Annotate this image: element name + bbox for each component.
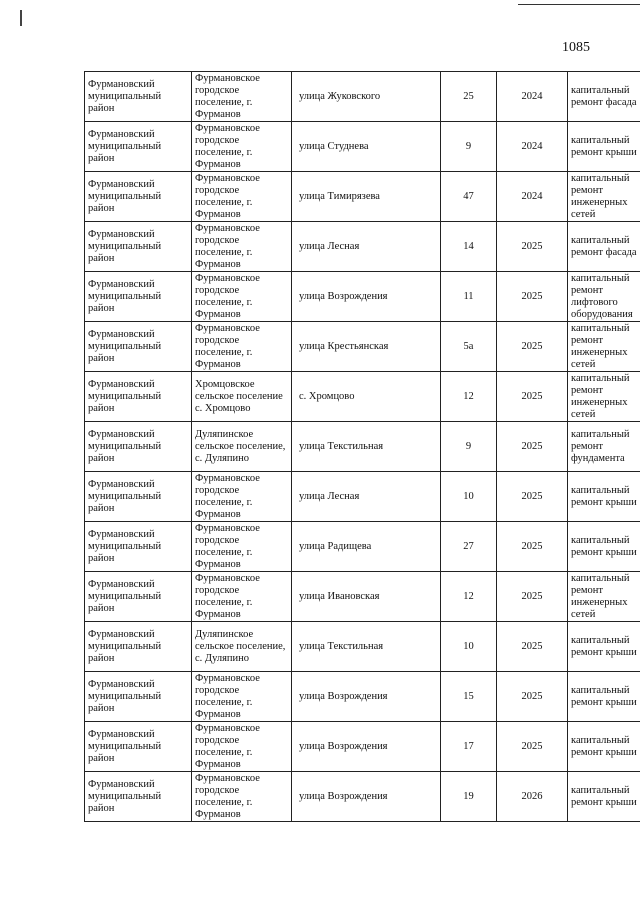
- table-row: [85, 222, 640, 272]
- settlement-cell-text: Хромцовское сельское поселение с. Хромцово: [195, 378, 283, 414]
- table-row: [85, 522, 640, 572]
- house-number-cell-text: 9: [465, 440, 472, 452]
- settlement-cell-text: Фурмановское городское поселение, г. Фурманов: [195, 222, 260, 270]
- street-cell-text: улица Лесная: [299, 240, 360, 252]
- house-number-cell-text: 12: [463, 590, 474, 602]
- work-type-cell-text: капитальный ремонт фасада: [571, 234, 637, 258]
- settlement-cell: [192, 522, 292, 572]
- year-cell-text: 2025: [521, 540, 543, 552]
- street-cell-text: улица Ивановская: [299, 590, 380, 602]
- street-cell: [292, 172, 441, 222]
- settlement-cell-text: Дуляпинское сельское поселение, с. Дуляпино: [195, 428, 286, 464]
- street-cell: [292, 522, 441, 572]
- street-cell-text: улица Текстильная: [299, 440, 384, 452]
- house-number-cell: [441, 322, 497, 372]
- year-cell: [497, 672, 568, 722]
- street-cell: [292, 722, 441, 772]
- street-cell: [292, 622, 441, 672]
- district-cell: [85, 72, 192, 122]
- work-type-cell: [568, 572, 640, 622]
- year-cell: [497, 322, 568, 372]
- page-number: 1085: [562, 40, 590, 55]
- district-cell-text: Фурмановский муниципальный район: [88, 528, 162, 564]
- settlement-cell-text: Фурмановское городское поселение, г. Фурманов: [195, 172, 260, 220]
- district-cell-text: Фурмановский муниципальный район: [88, 378, 162, 414]
- house-number-cell-text: 10: [463, 640, 474, 652]
- settlement-cell-text: Фурмановское городское поселение, г. Фурманов: [195, 472, 260, 520]
- year-cell: [497, 422, 568, 472]
- street-cell: [292, 672, 441, 722]
- work-type-cell: [568, 622, 640, 672]
- table-row: [85, 622, 640, 672]
- table-row: [85, 772, 640, 822]
- street-cell-text: улица Студнева: [299, 140, 369, 152]
- table-body: [85, 72, 640, 822]
- year-cell-text: 2024: [521, 140, 543, 152]
- house-number-cell-text: 15: [463, 690, 474, 702]
- district-cell: [85, 622, 192, 672]
- year-cell-text: 2026: [521, 790, 543, 802]
- house-number-cell: [441, 122, 497, 172]
- district-cell-text: Фурмановский муниципальный район: [88, 428, 162, 464]
- table-row: [85, 272, 640, 322]
- year-cell: [497, 472, 568, 522]
- settlement-cell: [192, 122, 292, 172]
- settlement-cell: [192, 322, 292, 372]
- work-type-cell: [568, 322, 640, 372]
- work-type-cell-text: капитальный ремонт крыши: [571, 734, 637, 758]
- work-type-cell: [568, 122, 640, 172]
- work-type-cell-text: капитальный ремонт инженерных сетей: [571, 322, 630, 370]
- district-cell: [85, 172, 192, 222]
- year-cell-text: 2025: [521, 690, 543, 702]
- street-cell-text: улица Возрождения: [299, 790, 388, 802]
- street-cell-text: улица Крестьянская: [299, 340, 389, 352]
- work-type-cell-text: капитальный ремонт крыши: [571, 684, 637, 708]
- street-cell-text: улица Текстильная: [299, 640, 384, 652]
- settlement-cell-text: Фурмановское городское поселение, г. Фурманов: [195, 672, 260, 720]
- work-type-cell-text: капитальный ремонт крыши: [571, 634, 637, 658]
- street-cell-text: улица Лесная: [299, 490, 360, 502]
- table-row: [85, 72, 640, 122]
- year-cell-text: 2024: [521, 190, 543, 202]
- settlement-cell: [192, 372, 292, 422]
- table-row: [85, 322, 640, 372]
- house-number-cell: [441, 272, 497, 322]
- district-cell-text: Фурмановский муниципальный район: [88, 728, 162, 764]
- district-cell: [85, 322, 192, 372]
- settlement-cell: [192, 422, 292, 472]
- district-cell: [85, 722, 192, 772]
- work-type-cell-text: капитальный ремонт инженерных сетей: [571, 172, 630, 220]
- house-number-cell: [441, 172, 497, 222]
- house-number-cell: [441, 522, 497, 572]
- repair-schedule-table: [84, 71, 640, 822]
- settlement-cell: [192, 472, 292, 522]
- house-number-cell: [441, 672, 497, 722]
- district-cell-text: Фурмановский муниципальный район: [88, 128, 162, 164]
- work-type-cell: [568, 772, 640, 822]
- house-number-cell: [441, 72, 497, 122]
- year-cell: [497, 772, 568, 822]
- year-cell-text: 2025: [521, 590, 543, 602]
- street-cell-text: улица Возрождения: [299, 690, 388, 702]
- street-cell: [292, 122, 441, 172]
- settlement-cell: [192, 672, 292, 722]
- street-cell-text: улица Возрождения: [299, 740, 388, 752]
- settlement-cell-text: Фурмановское городское поселение, г. Фурманов: [195, 722, 260, 770]
- house-number-cell-text: 17: [463, 740, 474, 752]
- table-row: [85, 572, 640, 622]
- settlement-cell: [192, 572, 292, 622]
- district-cell-text: Фурмановский муниципальный район: [88, 778, 162, 814]
- district-cell: [85, 272, 192, 322]
- settlement-cell: [192, 222, 292, 272]
- year-cell: [497, 222, 568, 272]
- settlement-cell-text: Фурмановское городское поселение, г. Фурманов: [195, 522, 260, 570]
- year-cell: [497, 372, 568, 422]
- table-row: [85, 672, 640, 722]
- work-type-cell-text: капитальный ремонт крыши: [571, 784, 637, 808]
- work-type-cell: [568, 672, 640, 722]
- year-cell-text: 2025: [521, 290, 543, 302]
- work-type-cell: [568, 722, 640, 772]
- street-cell-text: улица Тимирязева: [299, 190, 380, 202]
- work-type-cell-text: капитальный ремонт крыши: [571, 484, 637, 508]
- street-cell: [292, 772, 441, 822]
- district-cell: [85, 772, 192, 822]
- year-cell-text: 2025: [521, 640, 543, 652]
- settlement-cell: [192, 622, 292, 672]
- year-cell-text: 2025: [521, 740, 543, 752]
- house-number-cell-text: 5а: [463, 340, 474, 352]
- table-row: [85, 472, 640, 522]
- work-type-cell-text: капитальный ремонт фундамента: [571, 428, 630, 464]
- house-number-cell-text: 11: [463, 290, 474, 302]
- street-cell: [292, 72, 441, 122]
- house-number-cell-text: 47: [463, 190, 474, 202]
- house-number-cell-text: 10: [463, 490, 474, 502]
- year-cell-text: 2025: [521, 440, 543, 452]
- settlement-cell-text: Фурмановское городское поселение, г. Фурманов: [195, 272, 260, 320]
- settlement-cell-text: Фурмановское городское поселение, г. Фурманов: [195, 772, 260, 820]
- work-type-cell-text: капитальный ремонт инженерных сетей: [571, 572, 630, 620]
- year-cell: [497, 522, 568, 572]
- house-number-cell: [441, 222, 497, 272]
- street-cell: [292, 322, 441, 372]
- work-type-cell-text: капитальный ремонт лифтового оборудования: [571, 272, 633, 320]
- house-number-cell-text: 19: [463, 790, 474, 802]
- street-cell: [292, 222, 441, 272]
- house-number-cell: [441, 622, 497, 672]
- district-cell-text: Фурмановский муниципальный район: [88, 478, 162, 514]
- house-number-cell-text: 27: [463, 540, 474, 552]
- district-cell-text: Фурмановский муниципальный район: [88, 278, 162, 314]
- district-cell: [85, 372, 192, 422]
- settlement-cell-text: Фурмановское городское поселение, г. Фурманов: [195, 72, 260, 120]
- street-cell: [292, 422, 441, 472]
- year-cell: [497, 572, 568, 622]
- district-cell: [85, 572, 192, 622]
- district-cell-text: Фурмановский муниципальный район: [88, 578, 162, 614]
- table-row: [85, 122, 640, 172]
- settlement-cell-text: Фурмановское городское поселение, г. Фурманов: [195, 122, 260, 170]
- street-cell-text: улица Жуковского: [299, 90, 381, 102]
- work-type-cell: [568, 272, 640, 322]
- street-cell: [292, 372, 441, 422]
- year-cell-text: 2024: [521, 90, 543, 102]
- settlement-cell-text: Дуляпинское сельское поселение, с. Дуляпино: [195, 628, 286, 664]
- district-cell-text: Фурмановский муниципальный район: [88, 628, 162, 664]
- table-row: [85, 372, 640, 422]
- street-cell-text: с. Хромцово: [299, 390, 355, 402]
- district-cell: [85, 222, 192, 272]
- settlement-cell: [192, 722, 292, 772]
- house-number-cell: [441, 572, 497, 622]
- street-cell-text: улица Возрождения: [299, 290, 388, 302]
- district-cell-text: Фурмановский муниципальный район: [88, 178, 162, 214]
- table-row: [85, 422, 640, 472]
- settlement-cell-text: Фурмановское городское поселение, г. Фурманов: [195, 322, 260, 370]
- street-cell-text: улица Радищева: [299, 540, 372, 552]
- district-cell: [85, 472, 192, 522]
- year-cell: [497, 272, 568, 322]
- year-cell: [497, 72, 568, 122]
- house-number-cell-text: 25: [463, 90, 474, 102]
- year-cell: [497, 172, 568, 222]
- work-type-cell: [568, 522, 640, 572]
- district-cell-text: Фурмановский муниципальный район: [88, 78, 162, 114]
- house-number-cell: [441, 722, 497, 772]
- scan-margin-mark: [20, 10, 22, 26]
- settlement-cell: [192, 72, 292, 122]
- work-type-cell: [568, 472, 640, 522]
- work-type-cell: [568, 72, 640, 122]
- year-cell-text: 2025: [521, 340, 543, 352]
- district-cell: [85, 122, 192, 172]
- year-cell: [497, 722, 568, 772]
- settlement-cell-text: Фурмановское городское поселение, г. Фурманов: [195, 572, 260, 620]
- house-number-cell: [441, 772, 497, 822]
- district-cell-text: Фурмановский муниципальный район: [88, 678, 162, 714]
- work-type-cell-text: капитальный ремонт крыши: [571, 534, 637, 558]
- table-row: [85, 172, 640, 222]
- year-cell: [497, 122, 568, 172]
- year-cell-text: 2025: [521, 390, 543, 402]
- district-cell: [85, 422, 192, 472]
- work-type-cell-text: капитальный ремонт фасада: [571, 84, 637, 108]
- settlement-cell: [192, 172, 292, 222]
- year-cell-text: 2025: [521, 240, 543, 252]
- house-number-cell: [441, 372, 497, 422]
- year-cell: [497, 622, 568, 672]
- district-cell: [85, 672, 192, 722]
- settlement-cell: [192, 772, 292, 822]
- house-number-cell-text: 14: [463, 240, 474, 252]
- work-type-cell: [568, 222, 640, 272]
- work-type-cell: [568, 422, 640, 472]
- year-cell-text: 2025: [521, 490, 543, 502]
- house-number-cell: [441, 422, 497, 472]
- district-cell-text: Фурмановский муниципальный район: [88, 328, 162, 364]
- street-cell: [292, 472, 441, 522]
- district-cell: [85, 522, 192, 572]
- house-number-cell-text: 9: [465, 140, 472, 152]
- work-type-cell: [568, 372, 640, 422]
- street-cell: [292, 272, 441, 322]
- header-rule: [518, 4, 640, 5]
- house-number-cell: [441, 472, 497, 522]
- district-cell-text: Фурмановский муниципальный район: [88, 228, 162, 264]
- work-type-cell: [568, 172, 640, 222]
- settlement-cell: [192, 272, 292, 322]
- street-cell: [292, 572, 441, 622]
- work-type-cell-text: капитальный ремонт крыши: [571, 134, 637, 158]
- work-type-cell-text: капитальный ремонт инженерных сетей: [571, 372, 630, 420]
- table-row: [85, 722, 640, 772]
- house-number-cell-text: 12: [463, 390, 474, 402]
